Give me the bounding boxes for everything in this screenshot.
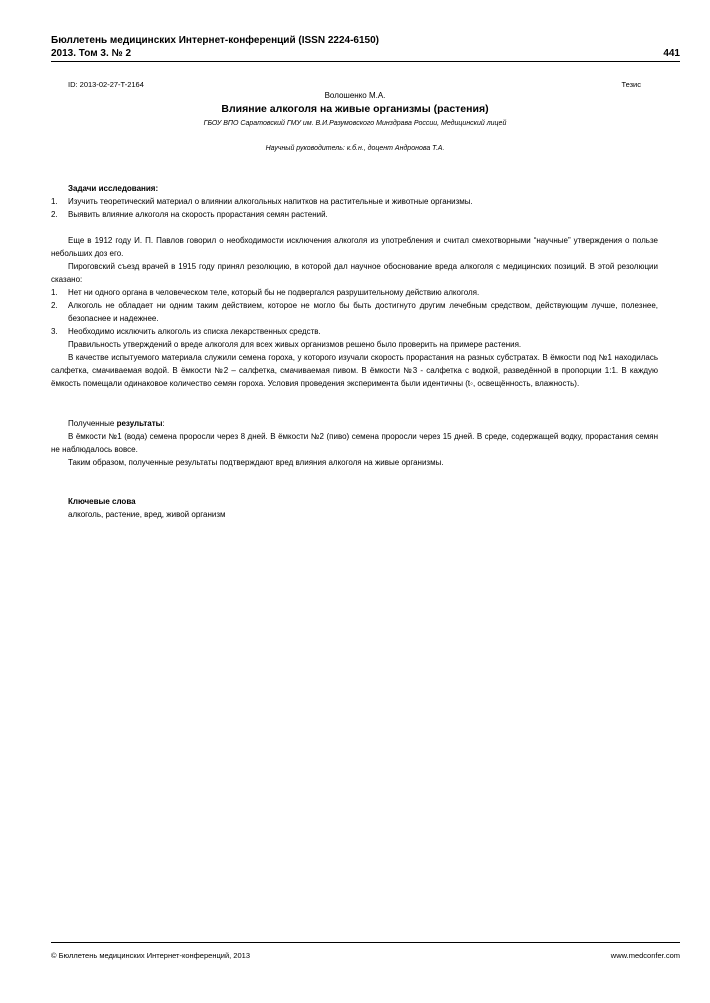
list-item <box>51 208 658 221</box>
list-text: Выявить влияние алкоголя на скорость прорастания семян растений. <box>68 210 328 219</box>
list-item <box>51 325 658 338</box>
affiliation: ГБОУ ВПО Саратовский ГМУ им. В.И.Разумовского Минздрава России, Медицинский лицей <box>203 120 507 127</box>
scientific-advisor: Научный руководитель: к.б.н., доцент Андронова Т.А. <box>265 145 445 152</box>
list-number: 2. <box>51 210 58 219</box>
list-text: Нет ни одного органа в человеческом теле, который бы не подвергался разрушительному действию алкоголя. <box>68 288 480 297</box>
footer-divider <box>51 942 680 943</box>
article-title: Влияние алкоголя на живые организмы (растения) <box>221 103 489 115</box>
tasks-heading: Задачи исследования: <box>68 184 159 193</box>
journal-title: Бюллетень медицинских Интернет-конференций (ISSN 2224-6150) <box>51 35 379 46</box>
author: Волошенко М.А. <box>324 91 386 100</box>
keywords-section <box>51 495 658 521</box>
list-item <box>51 299 658 325</box>
paragraph: В качестве испытуемого материала служили семена гороха, у которого изучали скорость прорастания на разных субстратах. В ёмкости под №1 находилась салфетка, смачиваемая водой. В ёмкости №2 – салфетка, смачиваемая пивом. В ёмкости №3 - салфетка с водкой, разведённой в пропорции 1:1. В каждую ёмкость помещали одинаковое количество семян гороха. Условия проведения эксперимента были идентичны (t◦, освещённость, влажность). <box>51 353 658 388</box>
results-heading: Полученные результаты: <box>68 419 165 428</box>
paragraph: В ёмкости №1 (вода) семена проросли через 8 дней. В ёмкости №2 (пиво) семена проросли через 15 дней. В среде, содержащей водку, прорастания семян не наблюдалось вовсе. <box>51 432 658 454</box>
paragraph: Еще в 1912 году И. П. Павлов говорил о необходимости исключения алкоголя из употребления и считал смехотворными “научные” утверждения о пользе небольших доз его. <box>51 236 658 258</box>
issue-info: 2013. Том 3. № 2 <box>51 48 132 59</box>
article-id: ID: 2013-02-27-T-2164 <box>68 80 144 89</box>
paragraph: Правильность утверждений о вреде алкоголя для всех живых организмов решено было проверить на примере растения. <box>68 340 522 349</box>
list-text: Необходимо исключить алкоголь из списка лекарственных средств. <box>68 327 321 336</box>
header-divider <box>51 61 680 62</box>
paragraph: Таким образом, полученные результаты подтверждают вред влияния алкоголя на живые организмы. <box>68 458 444 467</box>
paragraph: Пироговский съезд врачей в 1915 году принял резолюцию, в которой дал научное обоснование вреда алкоголя с медицинских позиций. В этой резолюции сказано: <box>51 262 658 284</box>
list-text: Алкоголь не обладает ни одним таким действием, которое не могло бы быть достигнуто другим лечебным средством, действующим лучше, полезнее, безопаснее и надежнее. <box>68 301 658 323</box>
footer-website-link[interactable]: www.medconfer.com <box>610 951 680 960</box>
body-section <box>51 234 658 390</box>
list-number: 1. <box>51 288 58 297</box>
keywords-heading: Ключевые слова <box>68 497 136 506</box>
article-type: Тезис <box>621 80 641 89</box>
footer-copyright: © Бюллетень медицинских Интернет-конференций, 2013 <box>51 951 250 960</box>
list-number: 2. <box>51 301 58 310</box>
list-text: Изучить теоретический материал о влиянии алкогольных напитков на растительные и животные организмы. <box>68 197 473 206</box>
list-number: 1. <box>51 197 58 206</box>
results-section <box>51 417 658 469</box>
list-item <box>51 195 658 208</box>
list-number: 3. <box>51 327 58 336</box>
keywords-text: алкоголь, растение, вред, живой организм <box>68 510 226 519</box>
list-item <box>51 286 658 299</box>
tasks-section <box>51 182 658 221</box>
page-number: 441 <box>663 48 680 59</box>
